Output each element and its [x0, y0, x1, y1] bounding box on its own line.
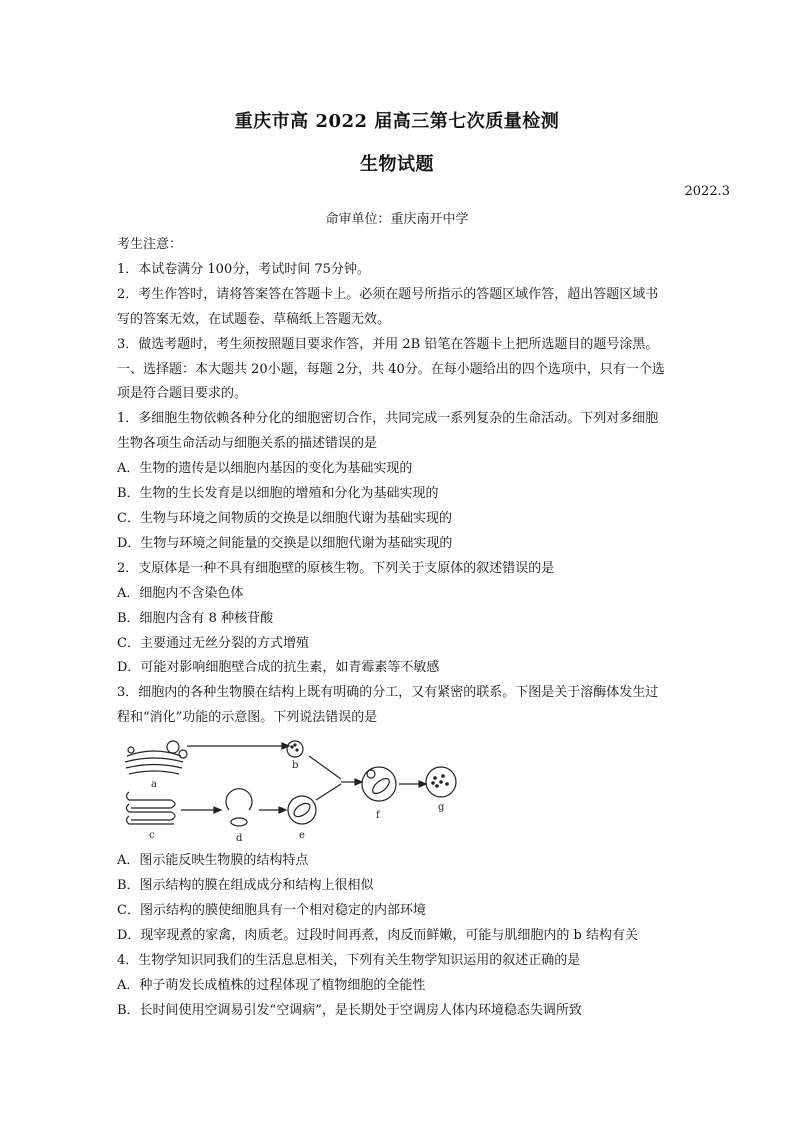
notice-item: 1．本试卷满分 100分，考试时间 75分钟。 [117, 261, 370, 277]
residual-body [426, 767, 456, 797]
notice-item: 3．做选考题时，考生须按照题目要求作答，并用 2B 铅笔在答题卡上把所选题目的题号涂黑。 [117, 336, 659, 352]
question-3-option-b: B．图示结构的膜在组成成分和结构上很相似 [117, 878, 374, 894]
question-1-stem: 1．多细胞生物依赖各种分化的细胞密切合作，共同完成一系列复杂的生命活动。下列对多细胞 [117, 411, 659, 427]
question-3-stem: 3．细胞内的各种生物膜在结构上既有明确的分工，又有紧密的联系。下图是关于溶酶体发生过 [117, 685, 659, 701]
engulfing-vesicle [226, 789, 252, 826]
question-1-option-a: A．生物的遗传是以细胞内基因的变化为基础实现的 [117, 461, 413, 477]
question-2-stem: 2．支原体是一种不具有细胞壁的原核生物。下列关于支原体的叙述错误的是 [117, 560, 555, 576]
question-2-option-c: C．主要通过无丝分裂的方式增殖 [117, 635, 309, 651]
arrow-e-to-f [316, 784, 341, 800]
exam-title: 重庆市高 2022 届高三第七次质量检测 [234, 111, 560, 132]
question-1-option-c: C．生物与环境之间物质的交换是以细胞代谢为基础实现的 [117, 510, 452, 526]
primary-lysosome [287, 741, 303, 757]
autophagosome [288, 796, 316, 824]
golgi-apparatus [125, 741, 187, 774]
figure-label: g [438, 802, 445, 814]
question-3-option-c: C．图示结构的膜使细胞具有一个相对稳定的内部环境 [117, 902, 426, 918]
figure-label: d [236, 833, 243, 845]
arrow-head [419, 781, 426, 787]
question-2-option-d: D．可能对影响细胞壁合成的抗生素，如青霉素等不敏感 [117, 660, 440, 676]
question-4-option-b: B．长时间使用空调易引发“空调病”，是长期处于空调房人体内环境稳态失调所致 [117, 1002, 582, 1018]
question-1-stem: 生物各项生命活动与细胞关系的描述错误的是 [117, 436, 378, 452]
question-4-option-a: A．种子萌发长成植株的过程体现了植物细胞的全能性 [117, 977, 426, 993]
notice-heading: 考生注意： [117, 237, 183, 252]
figure-label: c [149, 830, 155, 842]
question-4-stem: 4．生物学知识同我们的生活息息相关，下列有关生物学知识运用的叙述正确的是 [117, 952, 581, 968]
figure-label: f [376, 810, 380, 822]
notice-item: 写的答案无效，在试题卷、草稿纸上答题无效。 [117, 311, 391, 327]
figure-label: b [292, 760, 299, 772]
lysosome-diagram [119, 734, 469, 846]
figure-label: e [299, 830, 305, 842]
arrow-head [279, 807, 286, 813]
endoplasmic-reticulum [127, 792, 176, 824]
section-heading: 一、选择题：本大题共 20小题，每题 2分，共 40分。在每小题给出的四个选项中，只有一个选 [117, 361, 665, 377]
exam-date: 2022.3 [684, 184, 730, 199]
question-3-option-a: A．图示能反映生物膜的结构特点 [117, 853, 309, 869]
arrow-head [355, 779, 362, 785]
subject-title: 生物试题 [360, 154, 434, 175]
question-1-option-b: B．生物的生长发育是以细胞的增殖和分化为基础实现的 [117, 486, 439, 502]
question-2-option-a: A．细胞内不含染色体 [117, 585, 244, 601]
question-2-option-b: B．细胞内含有 8 种核苷酸 [117, 610, 274, 626]
question-3-stem: 程和“消化”功能的示意图。下列说法错误的是 [117, 710, 378, 726]
figure-label: a [151, 779, 157, 791]
setter-unit: 命审单位：重庆南开中学 [325, 212, 469, 227]
section-heading-cont: 项是符合题目要求的。 [117, 386, 248, 402]
secondary-lysosome [362, 767, 396, 801]
exam-body [117, 233, 709, 1023]
arrow-b-to-f [309, 756, 341, 779]
question-3-option-d: D．现宰现煮的家禽，肉质老。过段时间再煮，肉反而鲜嫩，可能与肌细胞内的 b 结构有关 [117, 927, 639, 943]
notice-item: 2．考生作答时，请将答案答在答题卡上。必须在题号所指示的答题区域作答，超出答题区域书 [117, 286, 659, 302]
question-1-option-d: D．生物与环境之间能量的交换是以细胞代谢为基础实现的 [117, 535, 453, 551]
arrow-head [214, 807, 221, 813]
